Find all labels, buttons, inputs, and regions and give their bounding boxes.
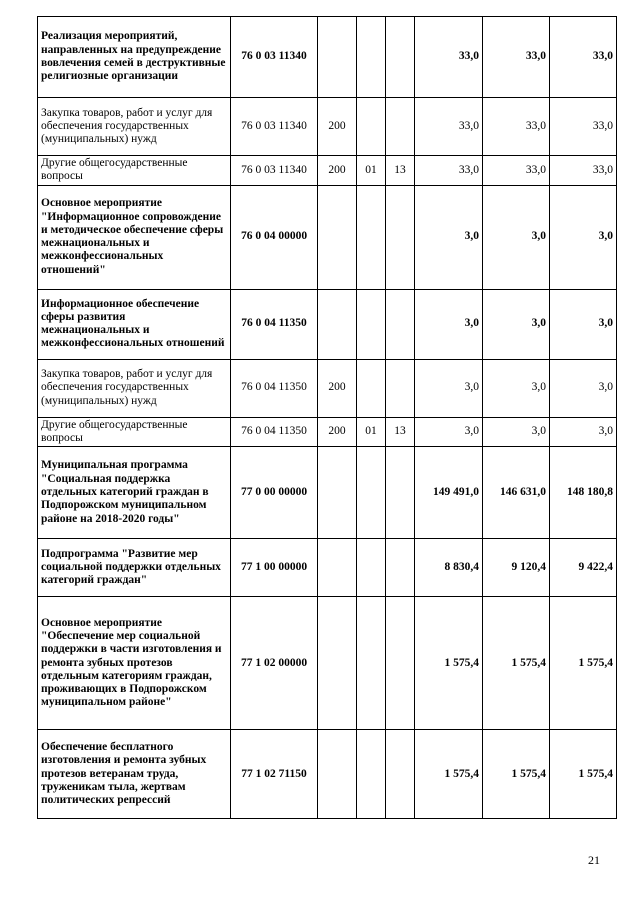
subsection-cell: 13 — [386, 156, 415, 186]
amount-year3-cell: 3,0 — [550, 289, 617, 359]
expense-type-cell — [318, 447, 357, 539]
amount-year3-cell: 1 575,4 — [550, 730, 617, 819]
section-cell: 01 — [357, 417, 386, 447]
row-name-cell: Муниципальная программа "Социальная поддержка отдельных категорий граждан в Подпорожском муниципальном районе на 2018-2020 годы" — [38, 447, 231, 539]
subsection-cell — [386, 359, 415, 417]
row-name-cell: Закупка товаров, работ и услуг для обеспечения государственных (муниципальных) нужд — [38, 98, 231, 156]
amount-year2-cell: 3,0 — [483, 185, 550, 289]
target-article-cell: 76 0 03 11340 — [231, 17, 318, 98]
row-name-cell: Другие общегосударственные вопросы — [38, 417, 231, 447]
section-cell — [357, 539, 386, 597]
row-name-cell: Другие общегосударственные вопросы — [38, 156, 231, 186]
expense-type-cell — [318, 539, 357, 597]
expense-type-cell: 200 — [318, 417, 357, 447]
target-article-cell: 77 1 00 00000 — [231, 539, 318, 597]
table-row — [38, 359, 617, 417]
section-cell — [357, 597, 386, 730]
amount-year3-cell: 1 575,4 — [550, 597, 617, 730]
amount-year2-cell: 33,0 — [483, 98, 550, 156]
expense-type-cell — [318, 185, 357, 289]
row-name-cell: Основное мероприятие "Информационное сопровождение и методическое обеспечение сферы межнациональных и межконфессиональных отношений" — [38, 185, 231, 289]
expense-type-cell — [318, 597, 357, 730]
section-cell — [357, 359, 386, 417]
expense-type-cell: 200 — [318, 359, 357, 417]
amount-year3-cell: 33,0 — [550, 17, 617, 98]
amount-year1-cell: 33,0 — [415, 98, 483, 156]
target-article-cell: 76 0 03 11340 — [231, 98, 318, 156]
amount-year1-cell: 3,0 — [415, 359, 483, 417]
amount-year2-cell: 3,0 — [483, 289, 550, 359]
table-row — [38, 17, 617, 98]
row-name-cell: Реализация мероприятий, направленных на предупреждение вовлечения семей в деструктивные религиозные организации — [38, 17, 231, 98]
section-cell — [357, 185, 386, 289]
table-row — [38, 730, 617, 819]
page-number: 21 — [588, 853, 600, 867]
amount-year3-cell: 3,0 — [550, 417, 617, 447]
subsection-cell: 13 — [386, 417, 415, 447]
amount-year1-cell: 33,0 — [415, 17, 483, 98]
amount-year2-cell: 3,0 — [483, 417, 550, 447]
target-article-cell: 76 0 04 11350 — [231, 289, 318, 359]
amount-year2-cell: 9 120,4 — [483, 539, 550, 597]
target-article-cell: 76 0 04 11350 — [231, 417, 318, 447]
amount-year1-cell: 3,0 — [415, 417, 483, 447]
amount-year1-cell: 149 491,0 — [415, 447, 483, 539]
target-article-cell: 77 0 00 00000 — [231, 447, 318, 539]
section-cell — [357, 447, 386, 539]
expense-type-cell — [318, 730, 357, 819]
amount-year2-cell: 1 575,4 — [483, 730, 550, 819]
amount-year1-cell: 8 830,4 — [415, 539, 483, 597]
amount-year2-cell: 146 631,0 — [483, 447, 550, 539]
table-row — [38, 597, 617, 730]
row-name-cell: Подпрограмма "Развитие мер социальной поддержки отдельных категорий граждан" — [38, 539, 231, 597]
expense-type-cell — [318, 17, 357, 98]
table-row — [38, 539, 617, 597]
section-cell — [357, 98, 386, 156]
amount-year2-cell: 33,0 — [483, 156, 550, 186]
amount-year1-cell: 1 575,4 — [415, 730, 483, 819]
amount-year3-cell: 3,0 — [550, 185, 617, 289]
section-cell — [357, 17, 386, 98]
subsection-cell — [386, 447, 415, 539]
amount-year3-cell: 3,0 — [550, 359, 617, 417]
subsection-cell — [386, 17, 415, 98]
subsection-cell — [386, 539, 415, 597]
row-name-cell: Информационное обеспечение сферы развития межнациональных и межконфессиональных отношений — [38, 289, 231, 359]
target-article-cell: 76 0 04 00000 — [231, 185, 318, 289]
section-cell — [357, 289, 386, 359]
amount-year1-cell: 33,0 — [415, 156, 483, 186]
subsection-cell — [386, 98, 415, 156]
subsection-cell — [386, 597, 415, 730]
table-body — [38, 17, 617, 819]
table-row — [38, 156, 617, 186]
table-row — [38, 417, 617, 447]
amount-year3-cell: 148 180,8 — [550, 447, 617, 539]
amount-year1-cell: 1 575,4 — [415, 597, 483, 730]
target-article-cell: 76 0 04 11350 — [231, 359, 318, 417]
amount-year2-cell: 3,0 — [483, 359, 550, 417]
amount-year2-cell: 33,0 — [483, 17, 550, 98]
section-cell — [357, 730, 386, 819]
table-row — [38, 447, 617, 539]
budget-table — [37, 16, 617, 819]
subsection-cell — [386, 730, 415, 819]
section-cell: 01 — [357, 156, 386, 186]
table-row — [38, 98, 617, 156]
amount-year1-cell: 3,0 — [415, 289, 483, 359]
row-name-cell: Закупка товаров, работ и услуг для обеспечения государственных (муниципальных) нужд — [38, 359, 231, 417]
target-article-cell: 76 0 03 11340 — [231, 156, 318, 186]
target-article-cell: 77 1 02 00000 — [231, 597, 318, 730]
table-row — [38, 185, 617, 289]
amount-year2-cell: 1 575,4 — [483, 597, 550, 730]
amount-year3-cell: 33,0 — [550, 156, 617, 186]
expense-type-cell: 200 — [318, 98, 357, 156]
amount-year3-cell: 33,0 — [550, 98, 617, 156]
target-article-cell: 77 1 02 71150 — [231, 730, 318, 819]
amount-year1-cell: 3,0 — [415, 185, 483, 289]
subsection-cell — [386, 289, 415, 359]
expense-type-cell — [318, 289, 357, 359]
amount-year3-cell: 9 422,4 — [550, 539, 617, 597]
expense-type-cell: 200 — [318, 156, 357, 186]
row-name-cell: Основное мероприятие "Обеспечение мер социальной поддержки в части изготовления и ремонта зубных протезов отдельным категориям граждан, проживающих в Подпорожском муниципальном районе" — [38, 597, 231, 730]
subsection-cell — [386, 185, 415, 289]
table-row — [38, 289, 617, 359]
row-name-cell: Обеспечение бесплатного изготовления и ремонта зубных протезов ветеранам труда, труженикам тыла, жертвам политических репрессий — [38, 730, 231, 819]
